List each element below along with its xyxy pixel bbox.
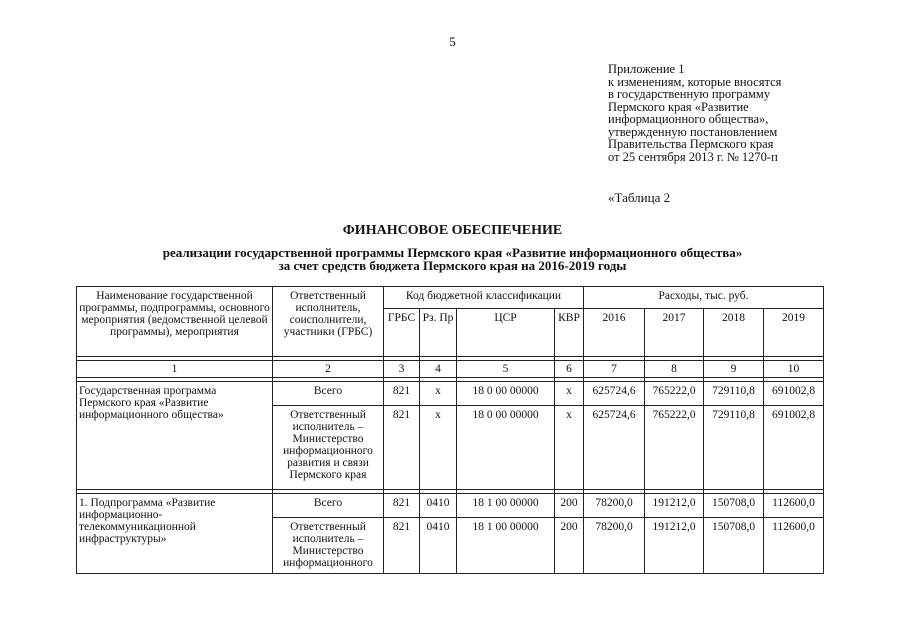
value-2017: 191212,0 bbox=[645, 494, 704, 518]
appendix-line: Приложение 1 bbox=[608, 62, 685, 76]
value-2019: 112600,0 bbox=[764, 494, 824, 518]
appendix-line: Правительства Пермского края bbox=[608, 137, 774, 151]
header-kvr: КВР bbox=[555, 309, 584, 357]
column-index-row bbox=[77, 361, 824, 378]
column-index: 3 bbox=[384, 361, 420, 378]
kvr-cell: х bbox=[555, 406, 584, 490]
executor-cell: Всего bbox=[273, 494, 384, 518]
executor-cell: Всего bbox=[273, 382, 384, 406]
column-index: 5 bbox=[457, 361, 555, 378]
value-2018: 729110,8 bbox=[704, 382, 764, 406]
value-2016: 625724,6 bbox=[584, 382, 645, 406]
value-2017: 191212,0 bbox=[645, 518, 704, 574]
table-row bbox=[77, 494, 824, 518]
appendix-block bbox=[608, 63, 781, 163]
appendix-line: утвержденную постановлением bbox=[608, 124, 778, 139]
executor-cell: Ответственный исполнитель – Министерство информационного bbox=[273, 518, 384, 574]
kvr-cell: 200 bbox=[555, 494, 584, 518]
table-reference: «Таблица 2 bbox=[608, 190, 671, 205]
csr-cell: 18 1 00 00000 bbox=[457, 518, 555, 574]
csr-cell: 18 1 00 00000 bbox=[457, 494, 555, 518]
kvr-cell: х bbox=[555, 382, 584, 406]
page-number: 5 bbox=[449, 34, 456, 49]
header-csr: ЦСР bbox=[457, 309, 555, 357]
program-name: Государственная программа Пермского края «Развитие информационного общества» bbox=[77, 382, 273, 490]
header-2017: 2017 bbox=[645, 309, 704, 357]
financing-table bbox=[76, 286, 824, 574]
appendix-line: информационного общества», bbox=[608, 112, 769, 126]
value-2017: 765222,0 bbox=[645, 406, 704, 490]
rzpr-cell: 0410 bbox=[420, 494, 457, 518]
document-subtitle bbox=[0, 246, 905, 272]
rzpr-cell: х bbox=[420, 406, 457, 490]
header-row bbox=[77, 287, 824, 309]
rzpr-cell: 0410 bbox=[420, 518, 457, 574]
header-2019: 2019 bbox=[764, 309, 824, 357]
column-index: 7 bbox=[584, 361, 645, 378]
value-2016: 625724,6 bbox=[584, 406, 645, 490]
appendix-line: в государственную программу bbox=[608, 87, 771, 101]
value-2018: 729110,8 bbox=[704, 406, 764, 490]
header-name: Наименование государственной программы, подпрограммы, основного мероприятия (ведомственной целевой программы), мероприятия bbox=[77, 287, 273, 357]
header-bk-code: Код бюджетной классификации bbox=[384, 287, 584, 309]
value-2016: 78200,0 bbox=[584, 494, 645, 518]
header-executor: Ответственный исполнитель, соисполнители, участники (ГРБС) bbox=[273, 287, 384, 357]
grbs-cell: 821 bbox=[384, 494, 420, 518]
header-2018: 2018 bbox=[704, 309, 764, 357]
value-2019: 112600,0 bbox=[764, 518, 824, 574]
value-2019: 691002,8 bbox=[764, 406, 824, 490]
column-index: 9 bbox=[704, 361, 764, 378]
kvr-cell: 200 bbox=[555, 518, 584, 574]
value-2017: 765222,0 bbox=[645, 382, 704, 406]
csr-cell: 18 0 00 00000 bbox=[457, 406, 555, 490]
grbs-cell: 821 bbox=[384, 382, 420, 406]
value-2018: 150708,0 bbox=[704, 518, 764, 574]
header-grbs: ГРБС bbox=[384, 309, 420, 357]
column-index: 10 bbox=[764, 361, 824, 378]
subprogram-name: 1. Подпрограмма «Развитие информационно-телекоммуникационной инфраструктуры» bbox=[77, 494, 273, 574]
document-title: ФИНАНСОВОЕ ОБЕСПЕЧЕНИЕ bbox=[342, 223, 563, 238]
column-index: 4 bbox=[420, 361, 457, 378]
executor-cell: Ответственный исполнитель – Министерство информационного развития и связи Пермского края bbox=[273, 406, 384, 490]
value-2019: 691002,8 bbox=[764, 382, 824, 406]
table-row bbox=[77, 382, 824, 406]
header-expenses: Расходы, тыс. руб. bbox=[584, 287, 824, 309]
csr-cell: 18 0 00 00000 bbox=[457, 382, 555, 406]
column-index: 2 bbox=[273, 361, 384, 378]
rzpr-cell: х bbox=[420, 382, 457, 406]
subtitle-line-2: за счет средств бюджета Пермского края на 2016-2019 годы bbox=[278, 258, 627, 273]
value-2016: 78200,0 bbox=[584, 518, 645, 574]
column-index: 8 bbox=[645, 361, 704, 378]
column-index: 6 bbox=[555, 361, 584, 378]
column-index: 1 bbox=[77, 361, 273, 378]
grbs-cell: 821 bbox=[384, 406, 420, 490]
appendix-line: от 25 сентября 2013 г. № 1270-п bbox=[608, 149, 778, 164]
subtitle-line-1: реализации государственной программы Пермского края «Развитие информационного общества» bbox=[162, 245, 743, 260]
grbs-cell: 821 bbox=[384, 518, 420, 574]
header-2016: 2016 bbox=[584, 309, 645, 357]
appendix-line: к изменениям, которые вносятся bbox=[608, 74, 782, 89]
value-2018: 150708,0 bbox=[704, 494, 764, 518]
header-rzpr: Рз. Пр bbox=[420, 309, 457, 357]
appendix-line: Пермского края «Развитие bbox=[608, 99, 749, 114]
